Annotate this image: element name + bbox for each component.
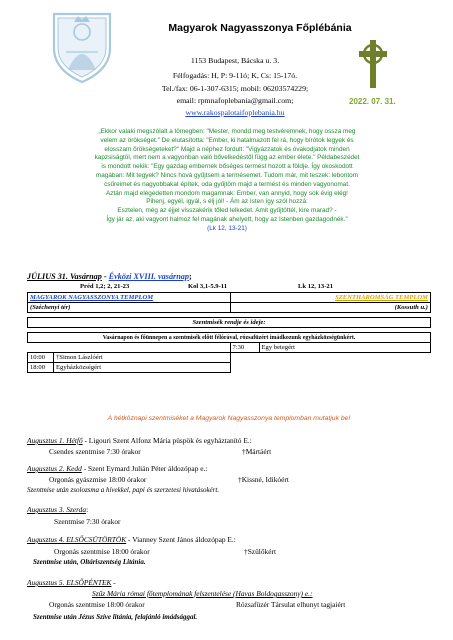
- quote-line: velem az örökséget." De elutasította: "Ember, ki hatalmazott fel rá, hogy bírótok legyek és: [100, 136, 354, 144]
- reading-3: Lk 12, 13-21: [298, 283, 333, 290]
- quote-line: „Ekkor valaki megszólalt a tömegben: "Mester, mondd meg testvéremnek, hogy ossza meg: [98, 128, 356, 135]
- day-subtitle: Szűz Mária római főtemplomának felszentelése (Havas Boldogasszony) e.:: [92, 589, 313, 598]
- schedule-title: Szentmisék rendje és ideje:: [28, 318, 431, 328]
- parish-logo: [46, 8, 118, 86]
- mass-intention: †Kissné, Idikóért: [238, 475, 289, 484]
- mass-intention: †Mártáért: [242, 447, 272, 456]
- mass-intention: Egyházközségért: [54, 363, 231, 373]
- day-note: Szentmise után zsolozsma a hívekkel, papi és szerzetesi hivatásokért.: [27, 486, 220, 494]
- mass-info: Szentmise 7:30 órakor: [54, 517, 121, 526]
- day-heading: Augusztus 2. Kedd - Szent Eymard Julián Péter áldozópap e.:: [27, 464, 208, 473]
- day-heading: Augusztus 1. Hétfő - Ligouri Szent Alfonz Mária püspök és egyháztanító E.:: [27, 436, 252, 445]
- church-1-place: (Széchenyi tér): [28, 303, 231, 313]
- quote-line: Így jár az, aki vagyont halmoz fel magának ahelyett, hogy az Istenben gazdagodnék.": [106, 215, 348, 223]
- mass-intention: Egy betegért: [259, 343, 430, 353]
- quote-line: is mondott nekik: "Egy gazdag embernek bőséges termést hozott a földje. Így okoskodott: [101, 163, 353, 171]
- quote-line: magában: Mit tegyek? Nincs hová gyűjtsem a termésemet. Tudom már, mit teszek: lebontom: [95, 171, 359, 179]
- mass-intention: Rózsafüzér Társulat elhunyt tagjaiért: [236, 600, 346, 609]
- quote-line: Aztán majd elégedetten mondom magamnak: Ember, van annyid, hogy sok évig elég!: [106, 189, 348, 197]
- mass-time: 18:00: [28, 363, 54, 373]
- quote-line: elosszam örökségeteket?" Majd a néphez fordult: "Vigyázzatok és óvakodjatok minden: [104, 145, 350, 153]
- website-link[interactable]: www.rakospalotaifoplebania.hu: [185, 108, 285, 117]
- reading-1: Préd 1,2; 2, 21-23: [80, 283, 130, 290]
- mass-info: Csendes szentmise 7:30 órakor: [49, 447, 141, 456]
- reading-2: Kol 3,1-5.9-11: [188, 283, 228, 290]
- mass-info: Orgonás gyászmise 18:00 órakor: [49, 475, 147, 484]
- parish-title: Magyarok Nagyasszonya Főplébánia: [168, 22, 352, 34]
- mass-intention: †Szülőkért: [244, 547, 277, 556]
- quote-reference: (Lk 12, 13-21): [207, 224, 247, 232]
- address: 1153 Budapest, Bácska u. 3.: [190, 56, 280, 65]
- quote-line: kapzsiságtól, mert nem a vagyonban való bővelkedéstől függ az ember élete." Példabeszédet: [94, 154, 360, 162]
- bulletin-date: 2022. 07. 31.: [349, 97, 396, 106]
- church-1-name: MAGYAROK NAGYASSZONYA TEMPLOM: [28, 293, 231, 303]
- mass-time: 7:30: [230, 343, 259, 353]
- mass-schedule-table: [27, 292, 431, 373]
- office-hours: Félfogadás: H, P: 9-11ó; K, Cs: 15-17ó.: [172, 71, 298, 80]
- mass-intention: †Simon Lászlóért: [54, 353, 231, 363]
- quote-line: Pihenj, egyél, igyál, s élj jól! - Ám az Isten így szól hozzá:: [146, 198, 308, 206]
- day-heading: Augusztus 3. Szerda:: [27, 505, 89, 514]
- email: email: rpmnafoplebania@gmail.com;: [176, 96, 294, 105]
- gospel-quote: [28, 128, 426, 234]
- weekday-notice: A hétköznapi szentmiséket a Magyarok Nagyasszonya templomban mutatjuk be!: [107, 415, 351, 422]
- day-heading: Augusztus 4. ELSŐCSÜTÖRTÖK - Vianney Szent János áldozópap E.:: [27, 535, 236, 544]
- phone: Tel./fax: 06-1-307-6315; mobil: 06203574229;: [161, 84, 309, 93]
- church-2-name: SZENTHÁROMSÁG TEMPLOM: [230, 293, 431, 303]
- mass-info: Orgonás szentmise 18:00 órakor: [49, 600, 145, 609]
- church-2-place: (Kossuth u.): [230, 303, 431, 313]
- mass-info: Orgonás szentmise 18:00 órakor: [54, 547, 150, 556]
- mass-time: 10:00: [28, 353, 54, 363]
- schedule-note: Vasárnapon és főünnepen a szentmisék előtt félórával, rózsafüzért imádkozunk egyházközségünkért.: [28, 333, 431, 343]
- quote-line: csűreimet és nagyobbakat építek, oda gyűjtöm majd a termést és minden vagyonomat.: [104, 180, 350, 188]
- day-heading: Augusztus 5. ELSŐPÉNTEK -: [27, 578, 116, 587]
- quote-line: Esztelen, még az éjjel visszakérik tőled lelkedet. Amit gyűjtöttél, kire marad? -: [117, 207, 337, 215]
- sunday-heading: JÚLIUS 31. Vasárnap - Évközi XVIII. vasárnap;: [27, 272, 192, 281]
- day-note: Szentmise után Jézus Szíve litánia, felajánló imádsággal.: [33, 613, 198, 621]
- celtic-cross-icon: [356, 38, 390, 90]
- day-note: Szentmise után, Oltáriszentség Litánia.: [33, 558, 146, 566]
